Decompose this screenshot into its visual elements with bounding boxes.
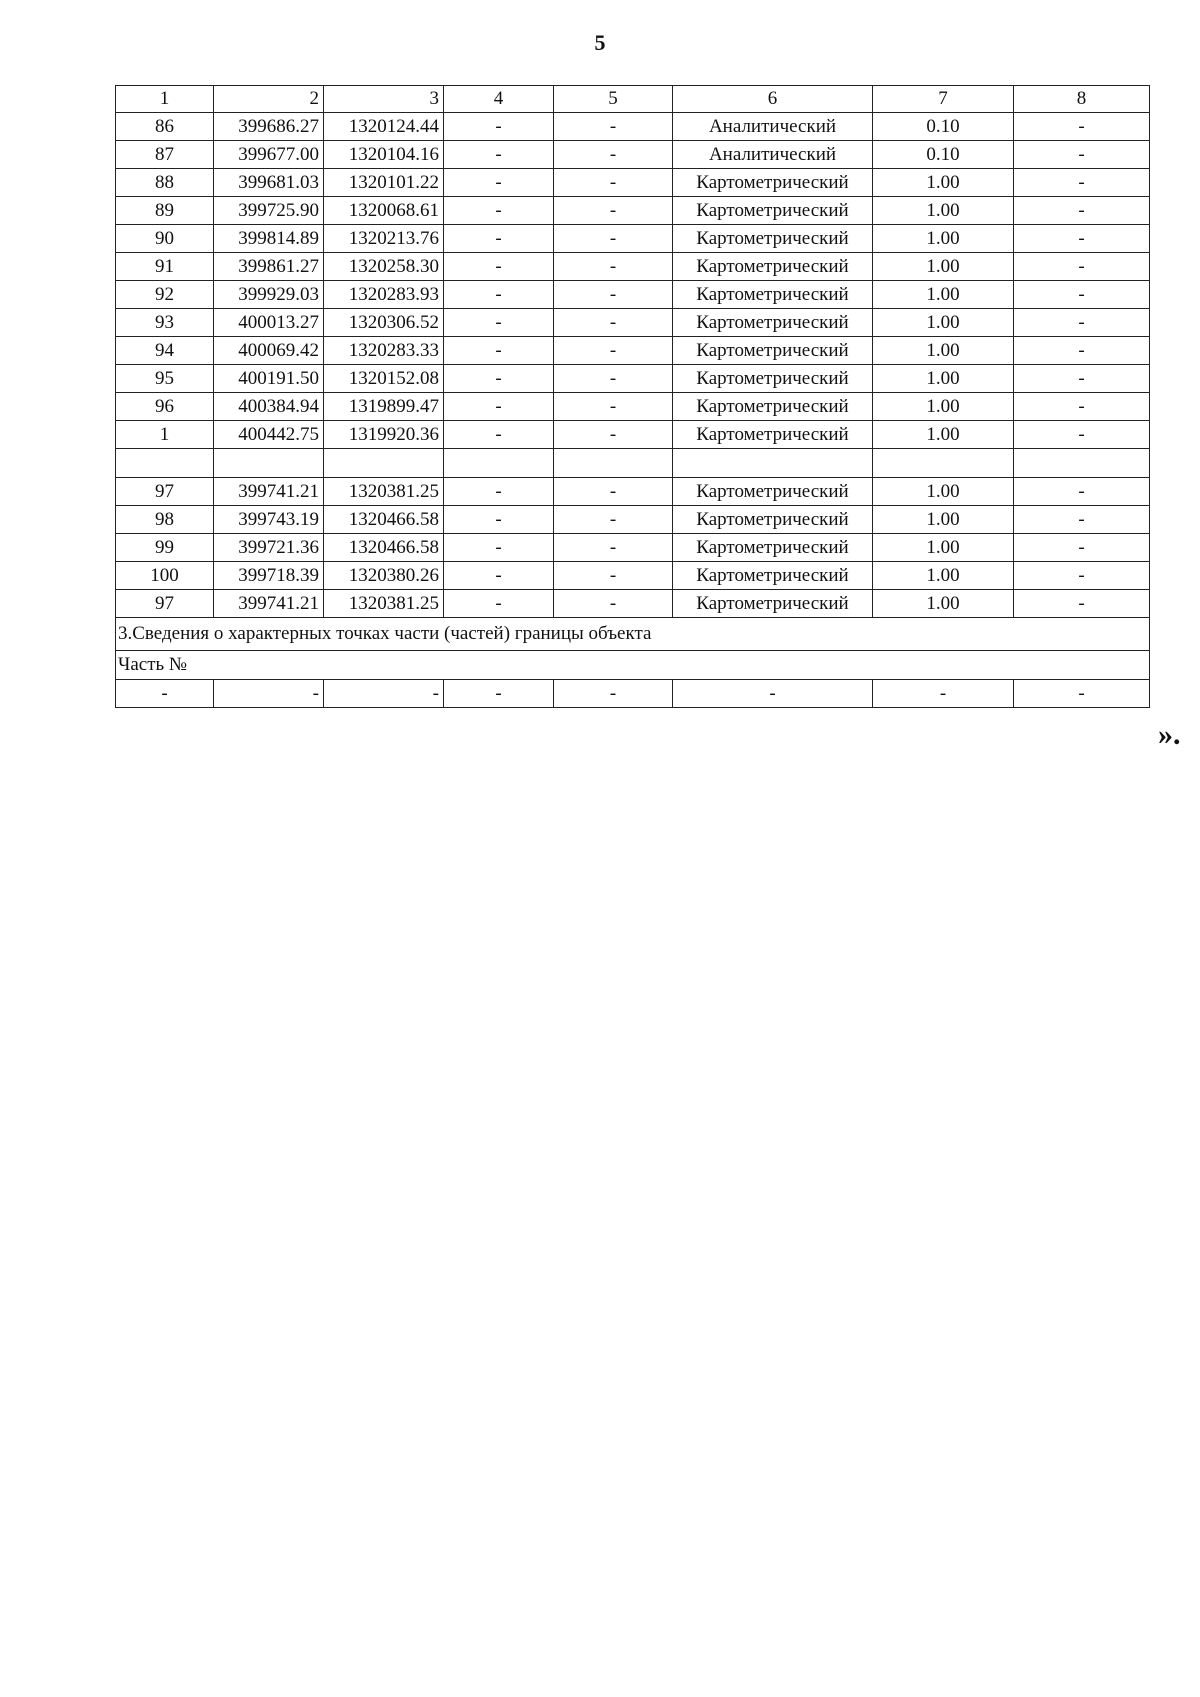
table-cell: 97: [116, 478, 214, 506]
table-row: [116, 506, 1150, 534]
table-cell: 1320283.33: [324, 337, 444, 365]
table-cell: -: [324, 680, 444, 708]
table-cell: 399677.00: [214, 141, 324, 169]
table-cell: -: [554, 141, 673, 169]
table-cell: 399681.03: [214, 169, 324, 197]
table-cell: -: [1014, 590, 1150, 618]
table-row: [116, 253, 1150, 281]
table-cell: -: [1014, 506, 1150, 534]
part-label-row: [116, 651, 1150, 680]
table-cell: -: [554, 506, 673, 534]
table-row: [116, 309, 1150, 337]
table-cell: -: [444, 680, 554, 708]
table-cell: 399741.21: [214, 478, 324, 506]
table-cell: 399725.90: [214, 197, 324, 225]
table-cell: 5: [554, 86, 673, 113]
table-cell: -: [444, 506, 554, 534]
table-cell: 4: [444, 86, 554, 113]
table-cell-empty: [673, 449, 873, 478]
table-cell: 399721.36: [214, 534, 324, 562]
table-cell: 1320258.30: [324, 253, 444, 281]
table-cell: -: [214, 680, 324, 708]
table-row: [116, 169, 1150, 197]
table-cell: Картометрический: [673, 197, 873, 225]
table-cell: -: [1014, 141, 1150, 169]
table-cell: Картометрический: [673, 169, 873, 197]
table-cell: 1: [116, 86, 214, 113]
table-cell: -: [554, 169, 673, 197]
table-cell: 1.00: [873, 225, 1014, 253]
table-cell: 100: [116, 562, 214, 590]
table-cell: -: [1014, 534, 1150, 562]
table-cell: 1320152.08: [324, 365, 444, 393]
table-cell: 400013.27: [214, 309, 324, 337]
table-cell: -: [1014, 337, 1150, 365]
table-cell: Картометрический: [673, 309, 873, 337]
table-cell: -: [554, 309, 673, 337]
table-cell: Картометрический: [673, 281, 873, 309]
table-cell: 87: [116, 141, 214, 169]
table-cell: -: [444, 393, 554, 421]
table-cell: 1320381.25: [324, 478, 444, 506]
table-cell: -: [1014, 421, 1150, 449]
part-label: Часть №: [116, 651, 1150, 680]
table-cell: 1.00: [873, 421, 1014, 449]
table-cell: -: [1014, 113, 1150, 141]
table-row: [116, 478, 1150, 506]
table-cell: 1.00: [873, 478, 1014, 506]
table-cell: 1.00: [873, 253, 1014, 281]
table-cell: -: [873, 680, 1014, 708]
table-cell: -: [444, 562, 554, 590]
table-cell: 400191.50: [214, 365, 324, 393]
table-cell: 1320104.16: [324, 141, 444, 169]
table-cell: -: [554, 253, 673, 281]
table-cell: 3: [324, 86, 444, 113]
table-cell: 95: [116, 365, 214, 393]
table-cell: -: [444, 281, 554, 309]
table-row: [116, 225, 1150, 253]
table-row: [116, 141, 1150, 169]
table-dash-row: [116, 680, 1150, 708]
table-row: [116, 281, 1150, 309]
table-cell: Картометрический: [673, 590, 873, 618]
table-cell: -: [1014, 478, 1150, 506]
table-cell: 94: [116, 337, 214, 365]
table-cell: Аналитический: [673, 141, 873, 169]
table-cell: 399743.19: [214, 506, 324, 534]
table-cell: 400442.75: [214, 421, 324, 449]
table-cell: 399929.03: [214, 281, 324, 309]
table-row: [116, 113, 1150, 141]
table-cell: -: [673, 680, 873, 708]
table-cell: -: [554, 113, 673, 141]
table-cell: -: [1014, 225, 1150, 253]
section-title-row: [116, 618, 1150, 651]
table-cell: 399718.39: [214, 562, 324, 590]
table-blank-row: [116, 449, 1150, 478]
table-cell: -: [554, 337, 673, 365]
table-cell: -: [554, 197, 673, 225]
table-header-row: [116, 86, 1150, 113]
table-cell: -: [444, 197, 554, 225]
coordinates-table: [115, 85, 1150, 708]
table-cell: 0.10: [873, 141, 1014, 169]
table-cell: 91: [116, 253, 214, 281]
table-cell: -: [444, 421, 554, 449]
table-row: [116, 562, 1150, 590]
table-cell: -: [444, 590, 554, 618]
table-cell: 399686.27: [214, 113, 324, 141]
table-cell: -: [444, 337, 554, 365]
table-cell: 1320068.61: [324, 197, 444, 225]
table-cell: Картометрический: [673, 562, 873, 590]
table-cell: 90: [116, 225, 214, 253]
table-cell: -: [444, 225, 554, 253]
table-row: [116, 590, 1150, 618]
table-cell: -: [554, 225, 673, 253]
table-cell: 6: [673, 86, 873, 113]
table-cell: -: [1014, 197, 1150, 225]
table-cell: -: [1014, 562, 1150, 590]
table-cell: -: [444, 169, 554, 197]
table-cell: Картометрический: [673, 225, 873, 253]
table-cell-empty: [444, 449, 554, 478]
table-cell: 1320466.58: [324, 534, 444, 562]
table-cell: 1.00: [873, 337, 1014, 365]
closing-quote-mark: ».: [1158, 718, 1181, 751]
table-cell: 1.00: [873, 281, 1014, 309]
table-cell: -: [554, 680, 673, 708]
table-row: [116, 365, 1150, 393]
table-cell: -: [444, 534, 554, 562]
table-cell: 1320283.93: [324, 281, 444, 309]
table-cell: -: [444, 113, 554, 141]
table-cell: 7: [873, 86, 1014, 113]
table-row: [116, 197, 1150, 225]
table-cell-empty: [873, 449, 1014, 478]
table-cell: 399814.89: [214, 225, 324, 253]
table-cell: 1.00: [873, 506, 1014, 534]
table-row: [116, 337, 1150, 365]
table-cell: -: [116, 680, 214, 708]
table-cell: Картометрический: [673, 478, 873, 506]
table-cell-empty: [1014, 449, 1150, 478]
table-cell: Картометрический: [673, 421, 873, 449]
table-cell: 1: [116, 421, 214, 449]
table-cell: 1320101.22: [324, 169, 444, 197]
table-cell: -: [444, 365, 554, 393]
table-cell: 97: [116, 590, 214, 618]
table-row: [116, 534, 1150, 562]
table-cell: 89: [116, 197, 214, 225]
table-cell: Картометрический: [673, 393, 873, 421]
table-cell: 1.00: [873, 169, 1014, 197]
table-cell: 2: [214, 86, 324, 113]
page-number: 5: [594, 30, 606, 55]
table-cell: 92: [116, 281, 214, 309]
table-cell: 1320381.25: [324, 590, 444, 618]
table-cell: Аналитический: [673, 113, 873, 141]
table-cell: -: [444, 309, 554, 337]
table-cell: 1320466.58: [324, 506, 444, 534]
table-cell: 1320124.44: [324, 113, 444, 141]
table-cell: -: [554, 393, 673, 421]
table-cell: -: [554, 562, 673, 590]
table-cell: 400384.94: [214, 393, 324, 421]
section-title: 3.Сведения о характерных точках части (частей) границы объекта: [116, 618, 1150, 651]
table-cell: -: [554, 365, 673, 393]
table-cell: 400069.42: [214, 337, 324, 365]
table-cell: -: [1014, 680, 1150, 708]
table-row: [116, 421, 1150, 449]
table-cell: -: [444, 478, 554, 506]
table-cell: 1.00: [873, 393, 1014, 421]
table-cell: 1.00: [873, 197, 1014, 225]
table-cell: 96: [116, 393, 214, 421]
table-cell: 88: [116, 169, 214, 197]
table-cell: -: [1014, 309, 1150, 337]
table-cell: 1319920.36: [324, 421, 444, 449]
table-cell: -: [554, 478, 673, 506]
table-cell: 1.00: [873, 365, 1014, 393]
table-cell: -: [554, 421, 673, 449]
table-row: [116, 393, 1150, 421]
table-cell: 1.00: [873, 590, 1014, 618]
table-cell: 8: [1014, 86, 1150, 113]
table-cell: 1320380.26: [324, 562, 444, 590]
table-cell: Картометрический: [673, 506, 873, 534]
table-cell-empty: [324, 449, 444, 478]
table-cell-empty: [554, 449, 673, 478]
table-cell: Картометрический: [673, 337, 873, 365]
table-cell: -: [1014, 169, 1150, 197]
table-cell: 399861.27: [214, 253, 324, 281]
table-cell: Картометрический: [673, 365, 873, 393]
table-cell: -: [444, 141, 554, 169]
table-cell: -: [1014, 253, 1150, 281]
table-cell: -: [554, 534, 673, 562]
table-cell-empty: [214, 449, 324, 478]
table-body: [116, 86, 1150, 708]
table-cell: 98: [116, 506, 214, 534]
table-cell: 1320213.76: [324, 225, 444, 253]
table-cell: -: [1014, 393, 1150, 421]
table-cell: -: [554, 590, 673, 618]
table-cell: -: [1014, 281, 1150, 309]
table-cell: 399741.21: [214, 590, 324, 618]
table-cell: 93: [116, 309, 214, 337]
table-cell: 1.00: [873, 309, 1014, 337]
table-cell-empty: [116, 449, 214, 478]
table-cell: 1319899.47: [324, 393, 444, 421]
table-cell: 1.00: [873, 562, 1014, 590]
table-cell: Картометрический: [673, 534, 873, 562]
table-cell: 0.10: [873, 113, 1014, 141]
table-cell: 86: [116, 113, 214, 141]
table-cell: -: [1014, 365, 1150, 393]
table-cell: Картометрический: [673, 253, 873, 281]
table-cell: 1320306.52: [324, 309, 444, 337]
table-cell: -: [554, 281, 673, 309]
table-cell: 99: [116, 534, 214, 562]
table-cell: -: [444, 253, 554, 281]
table-cell: 1.00: [873, 534, 1014, 562]
